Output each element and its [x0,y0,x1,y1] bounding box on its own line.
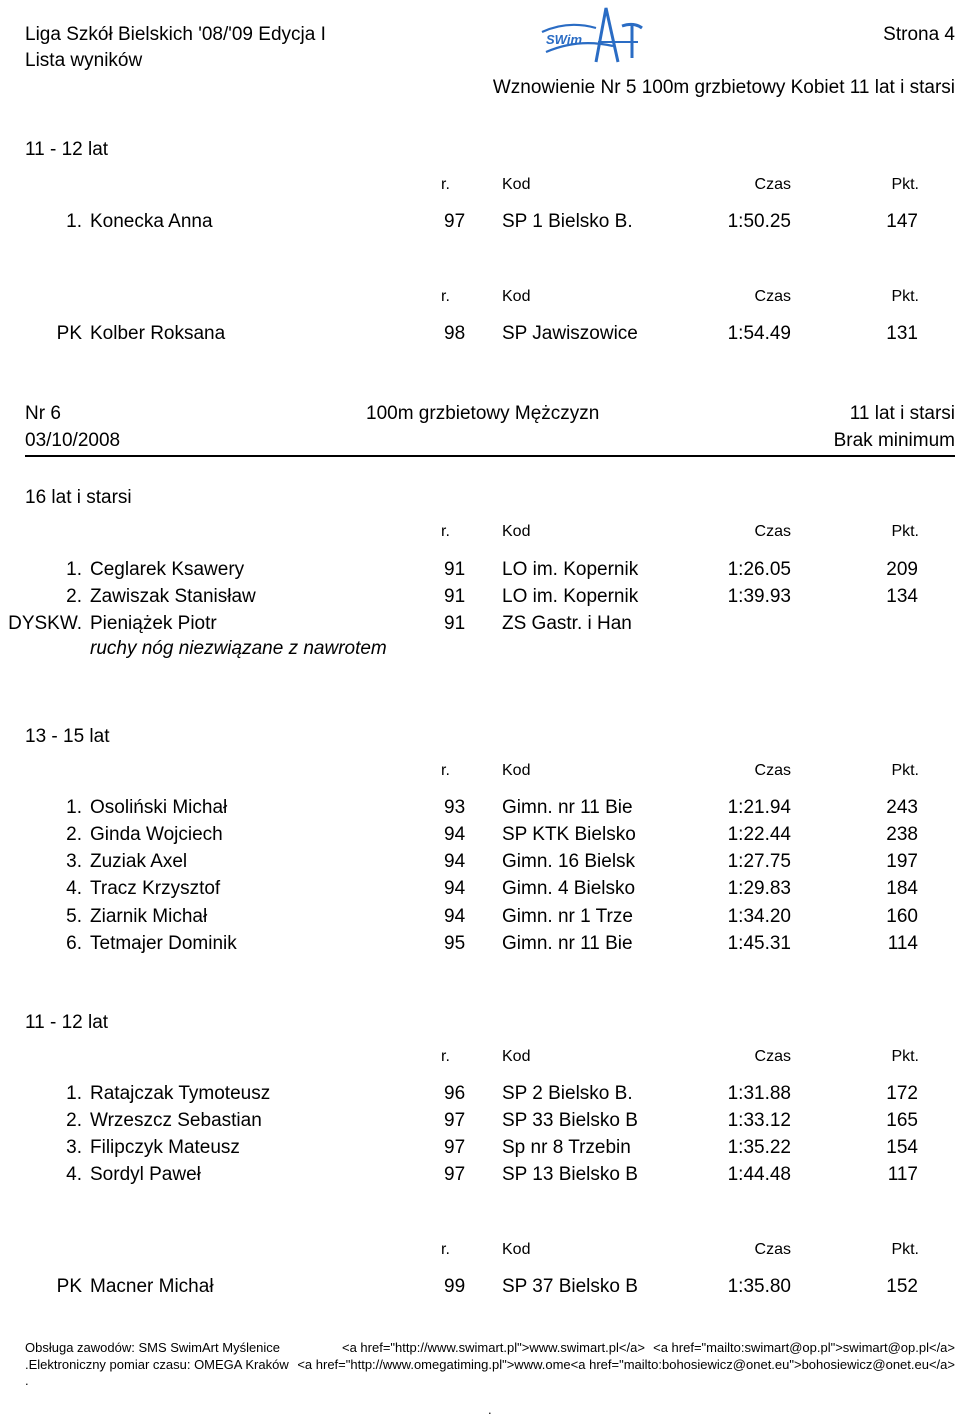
place: 2. [66,824,82,845]
time: 1:45.31 [727,933,791,954]
col-header-points: Pkt. [891,176,919,193]
birth-year: 94 [444,851,466,872]
birth-year: 94 [444,878,466,899]
col-header-club: Kod [502,523,531,540]
club: SP 2 Bielsko B. [502,1083,633,1104]
place: 2. [66,586,82,607]
club: Sp nr 8 Trzebin [502,1137,631,1158]
event-number: Nr 6 [25,403,61,424]
swimmer-name: Osoliński Michał [90,797,228,818]
time: 1:44.48 [727,1164,791,1185]
time: 1:29.83 [727,878,791,899]
club: LO im. Kopernik [502,586,639,607]
footer-email-link[interactable]: <a href="mailto:swimart@op.pl">swimart@op.pl</a> [653,1340,955,1355]
time: 1:39.93 [727,586,791,607]
club: SP 13 Bielsko B [502,1164,638,1185]
club: SP Jawiszowice [502,323,638,344]
col-header-club: Kod [502,176,531,193]
birth-year: 99 [444,1276,466,1297]
club: SP KTK Bielsko [502,824,636,845]
points: 172 [886,1083,918,1104]
time: 1:54.49 [727,323,791,344]
place: PK [56,1276,82,1297]
col-header-points: Pkt. [891,1048,919,1065]
disqualification-note: ruchy nóg niezwiązane z nawrotem [90,638,387,659]
col-header-club: Kod [502,1048,531,1065]
birth-year: 97 [444,211,466,232]
place: 4. [66,878,82,899]
col-header-year: r. [441,1048,450,1065]
place: 3. [66,851,82,872]
points: 117 [887,1164,918,1185]
swimmer-name: Kolber Roksana [90,323,226,344]
col-header-points: Pkt. [891,288,919,305]
birth-year: 97 [444,1110,466,1131]
place: 4. [66,1164,82,1185]
time: 1:31.88 [727,1083,791,1104]
club: SP 37 Bielsko B [502,1276,638,1297]
swimmer-name: Wrzeszcz Sebastian [90,1110,262,1131]
place: DYSKW. [8,613,82,634]
time: 1:27.75 [727,851,791,872]
continuation-title: Wznowienie Nr 5 100m grzbietowy Kobiet 11 lat i starsi [492,77,955,98]
col-header-club: Kod [502,1241,531,1258]
place: 6. [66,933,82,954]
place: 1. [66,559,82,580]
points: 134 [886,586,918,607]
col-header-time: Czas [754,523,791,540]
birth-year: 91 [444,559,466,580]
club: Gimn. nr 1 Trze [502,906,633,927]
swimmer-name: Pieniążek Piotr [90,613,217,634]
swimmer-name: Filipczyk Mateusz [90,1137,240,1158]
points: 154 [886,1137,918,1158]
col-header-year: r. [441,288,450,305]
swimmer-name: Zuziak Axel [90,851,188,872]
points: 209 [886,559,918,580]
page-end-dot: . [488,1402,492,1417]
col-header-time: Czas [754,1241,791,1258]
col-header-points: Pkt. [891,523,919,540]
col-header-points: Pkt. [891,762,919,779]
birth-year: 93 [444,797,466,818]
club: SP 33 Bielsko B [502,1110,638,1131]
footer-dot: . [25,1373,29,1388]
age-group-heading: 11 - 12 lat [25,1012,109,1033]
time: 1:21.94 [727,797,791,818]
birth-year: 95 [444,933,466,954]
birth-year: 98 [444,323,466,344]
col-header-year: r. [441,1241,450,1258]
footer-timing-links[interactable]: <a href="http://www.omegatiming.pl">www.ome<a href="mailto:bohosiewicz@onet.eu">bohosiewicz@onet.eu</a> [297,1357,955,1372]
col-header-year: r. [441,523,450,540]
birth-year: 91 [444,613,466,634]
col-header-year: r. [441,176,450,193]
swimmer-name: Macner Michał [90,1276,214,1297]
age-group-heading: 16 lat i starsi [25,487,132,508]
divider [25,455,955,457]
time: 1:35.80 [727,1276,791,1297]
points: 147 [886,211,918,232]
swimmer-name: Ratajczak Tymoteusz [90,1083,271,1104]
place: PK [56,323,82,344]
event-category: 11 lat i starsi [849,403,955,424]
points: 160 [886,906,918,927]
birth-year: 94 [444,824,466,845]
swimmer-name: Tracz Krzysztof [90,878,221,899]
birth-year: 96 [444,1083,466,1104]
col-header-time: Czas [754,762,791,779]
col-header-year: r. [441,762,450,779]
club: SP 1 Bielsko B. [502,211,633,232]
swimart-logo [538,2,656,68]
points: 184 [886,878,918,899]
col-header-time: Czas [754,288,791,305]
points: 114 [887,933,918,954]
club: Gimn. 16 Bielsk [502,851,636,872]
time: 1:33.12 [727,1110,791,1131]
place: 3. [66,1137,82,1158]
results-subtitle: Lista wyników [25,50,143,71]
place: 1. [66,797,82,818]
footer-timing: .Elektroniczny pomiar czasu: OMEGA Kraków [25,1357,289,1372]
points: 131 [886,323,918,344]
points: 238 [886,824,918,845]
club: Gimn. nr 11 Bie [502,933,633,954]
event-date: 03/10/2008 [25,430,121,451]
col-header-time: Czas [754,1048,791,1065]
col-header-time: Czas [754,176,791,193]
swimmer-name: Ziarnik Michał [90,906,208,927]
logo-lettering: SWim [546,32,582,47]
footer-website-link[interactable]: <a href="http://www.swimart.pl">www.swimart.pl</a> [342,1340,645,1355]
swimmer-name: Ceglarek Ksawery [90,559,245,580]
col-header-points: Pkt. [891,1241,919,1258]
swimmer-name: Sordyl Paweł [90,1164,201,1185]
time: 1:50.25 [727,211,791,232]
event-title: 100m grzbietowy Mężczyzn [366,403,600,424]
points: 243 [886,797,918,818]
footer-organizer: Obsługa zawodów: SMS SwimArt Myślenice [25,1340,281,1355]
club: LO im. Kopernik [502,559,639,580]
birth-year: 91 [444,586,466,607]
time: 1:26.05 [727,559,791,580]
swimmer-name: Konecka Anna [90,211,213,232]
place: 1. [66,211,82,232]
club: Gimn. 4 Bielsko [502,878,636,899]
points: 152 [886,1276,918,1297]
club: ZS Gastr. i Han [502,613,632,634]
age-group-heading: 13 - 15 lat [25,726,110,747]
page-number: Strona 4 [883,24,955,45]
birth-year: 97 [444,1137,466,1158]
league-title: Liga Szkół Bielskich '08/'09 Edycja I [25,24,326,45]
col-header-club: Kod [502,288,531,305]
col-header-club: Kod [502,762,531,779]
swimmer-name: Ginda Wojciech [90,824,223,845]
place: 5. [66,906,82,927]
points: 197 [886,851,918,872]
swimmer-name: Tetmajer Dominik [90,933,237,954]
time: 1:35.22 [727,1137,791,1158]
birth-year: 97 [444,1164,466,1185]
birth-year: 94 [444,906,466,927]
club: Gimn. nr 11 Bie [502,797,633,818]
points: 165 [886,1110,918,1131]
age-group-heading: 11 - 12 lat [25,139,109,160]
time: 1:34.20 [727,906,791,927]
swimmer-name: Zawiszak Stanisław [90,586,256,607]
event-minimum: Brak minimum [833,430,955,451]
place: 1. [66,1083,82,1104]
place: 2. [66,1110,82,1131]
time: 1:22.44 [727,824,791,845]
